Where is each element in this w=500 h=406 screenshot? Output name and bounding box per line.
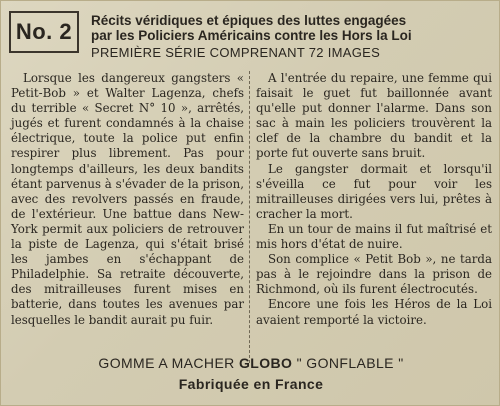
story-paragraph: Lorsque les dangereux gangsters « Petit-Bob » et Walter Lagenza, chefs du terrible « Secret N° 10 », arrêtés, jugés et furent condamnés à la chaise électrique, toute la police put enfin respirer plus librement. Pas pour longtemps d'ailleurs, les deux bandits étant parvenus à s'évader de la prison, avec des revolvers passés en fraude, de l'extérieur. Une battue dans New-York permit aux policiers de retrouver la piste de Lagenza, qui s'était brisé les jambes en s'échappant de Philadelphie. Sa retraite découverte, des mitrailleuses furent mises en batterie, dans toutes les avenues par lesquelles le bandit aurait pu fuir.	[11, 71, 244, 327]
story-paragraph: Encore une fois les Héros de la Loi avaient remporté la victoire.	[256, 297, 492, 327]
footer-origin-line: Fabriquée en France	[178, 376, 324, 392]
footer-suffix: " GONFLABLE "	[292, 355, 404, 371]
story-paragraph: A l'entrée du repaire, une femme qui faisait le guet fut baillonnée avant qu'elle put donner l'alarme. Dans son sac à main les policiers trouvèrent la clef de la chambre du bandit et la porte fut ouverte sans bruit.	[256, 71, 492, 161]
story-column-right	[256, 71, 492, 328]
card-title	[91, 13, 495, 43]
footer-brand-line	[1, 355, 500, 371]
card-number-badge: No. 2	[9, 11, 79, 53]
footer-prefix: GOMME A MACHER	[98, 355, 239, 371]
story-paragraph: Son complice « Petit Bob », ne tarda pas à le rejoindre dans la prison de Richmond, où ils furent électrocutés.	[256, 252, 492, 297]
brand-name: GLOBO	[238, 355, 293, 371]
story-column-left	[11, 71, 244, 328]
series-subtitle: PREMIÈRE SÉRIE COMPRENANT 72 IMAGES	[91, 45, 381, 60]
column-divider	[249, 71, 251, 363]
card-header	[7, 9, 495, 59]
title-line-2: par les Policiers Américains contre les Hors la Loi	[91, 28, 412, 43]
title-line-1: Récits véridiques et épiques des luttes engagées	[91, 13, 407, 28]
story-paragraph: Le gangster dormait et lorsqu'il s'éveilla ce fut pour voir les mitrailleuses dirigées vers lui, prêtes à cracher la mort.	[256, 161, 492, 221]
story-paragraph: En un tour de mains il fut maîtrisé et mis hors d'état de nuire.	[256, 221, 492, 252]
